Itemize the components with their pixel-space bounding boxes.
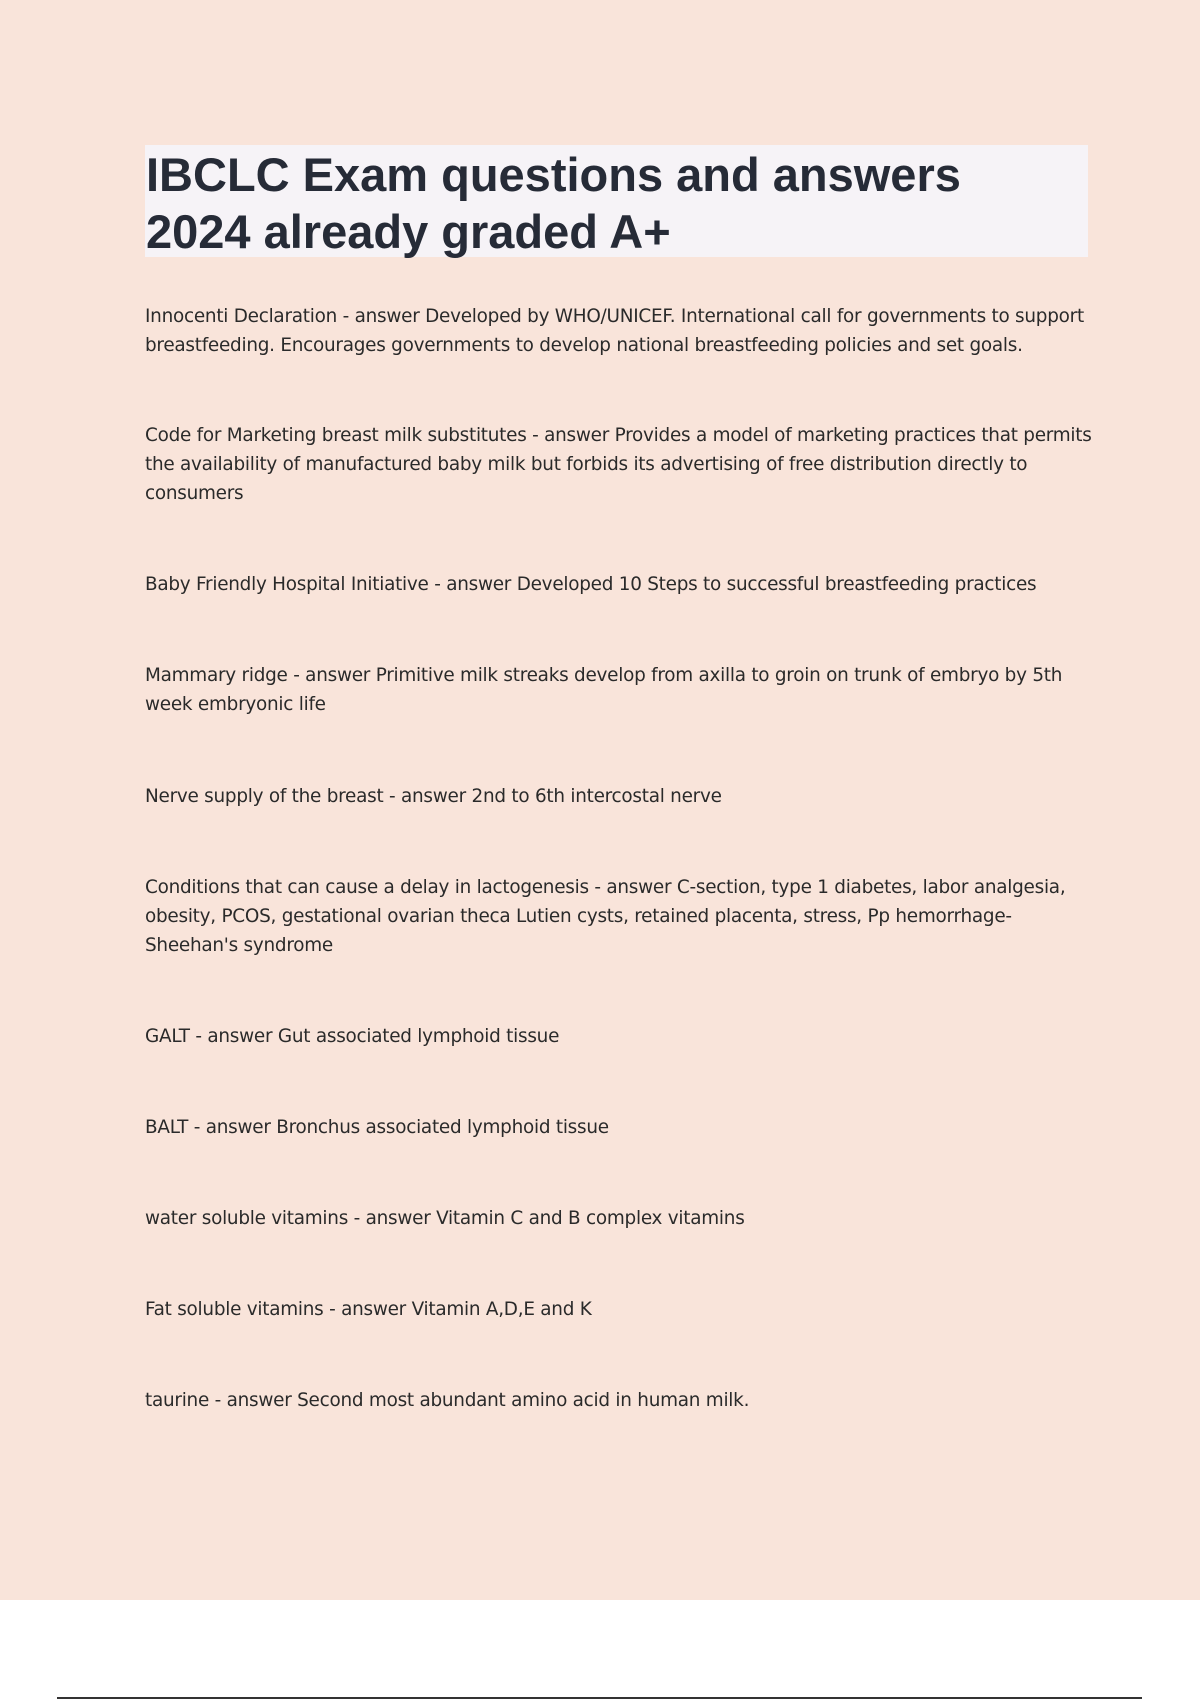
qa-item-galt: GALT - answer Gut associated lymphoid tissue — [145, 1026, 560, 1047]
qa-item-lactogenesis-delay: Conditions that can cause a delay in lactogenesis - answer C-section, type 1 diabetes, labor analgesia, obesity, PCOS, gestational ovarian theca Lutien cysts, retained placenta, stress, Pp hemorrhage-Sheehan's syndrome — [145, 877, 1066, 956]
qa-item-fat-soluble-vitamins: Fat soluble vitamins - answer Vitamin A,D,E and K — [145, 1299, 592, 1320]
footer-divider — [57, 1697, 1142, 1699]
qa-item-balt: BALT - answer Bronchus associated lymphoid tissue — [145, 1117, 609, 1138]
qa-item-taurine: taurine - answer Second most abundant amino acid in human milk. — [145, 1390, 750, 1411]
qa-item-nerve-supply: Nerve supply of the breast - answer 2nd to 6th intercostal nerve — [145, 786, 722, 807]
qa-item-water-soluble-vitamins: water soluble vitamins - answer Vitamin C and B complex vitamins — [145, 1208, 745, 1229]
document-title: IBCLC Exam questions and answers 2024 already graded A+ — [146, 148, 961, 258]
qa-item-code-for-marketing: Code for Marketing breast milk substitutes - answer Provides a model of marketing practices that permits the availability of manufactured baby milk but forbids its advertising of free distribution directly to consumers — [145, 425, 1092, 504]
qa-item-baby-friendly-hospital: Baby Friendly Hospital Initiative - answer Developed 10 Steps to successful breastfeeding practices — [145, 574, 1037, 595]
qa-item-mammary-ridge: Mammary ridge - answer Primitive milk streaks develop from axilla to groin on trunk of embryo by 5th week embryonic life — [145, 665, 1063, 715]
qa-item-innocenti-declaration: Innocenti Declaration - answer Developed by WHO/UNICEF. International call for governments to support breastfeeding. Encourages governments to develop national breastfeeding policies and set goals. — [145, 306, 1084, 356]
